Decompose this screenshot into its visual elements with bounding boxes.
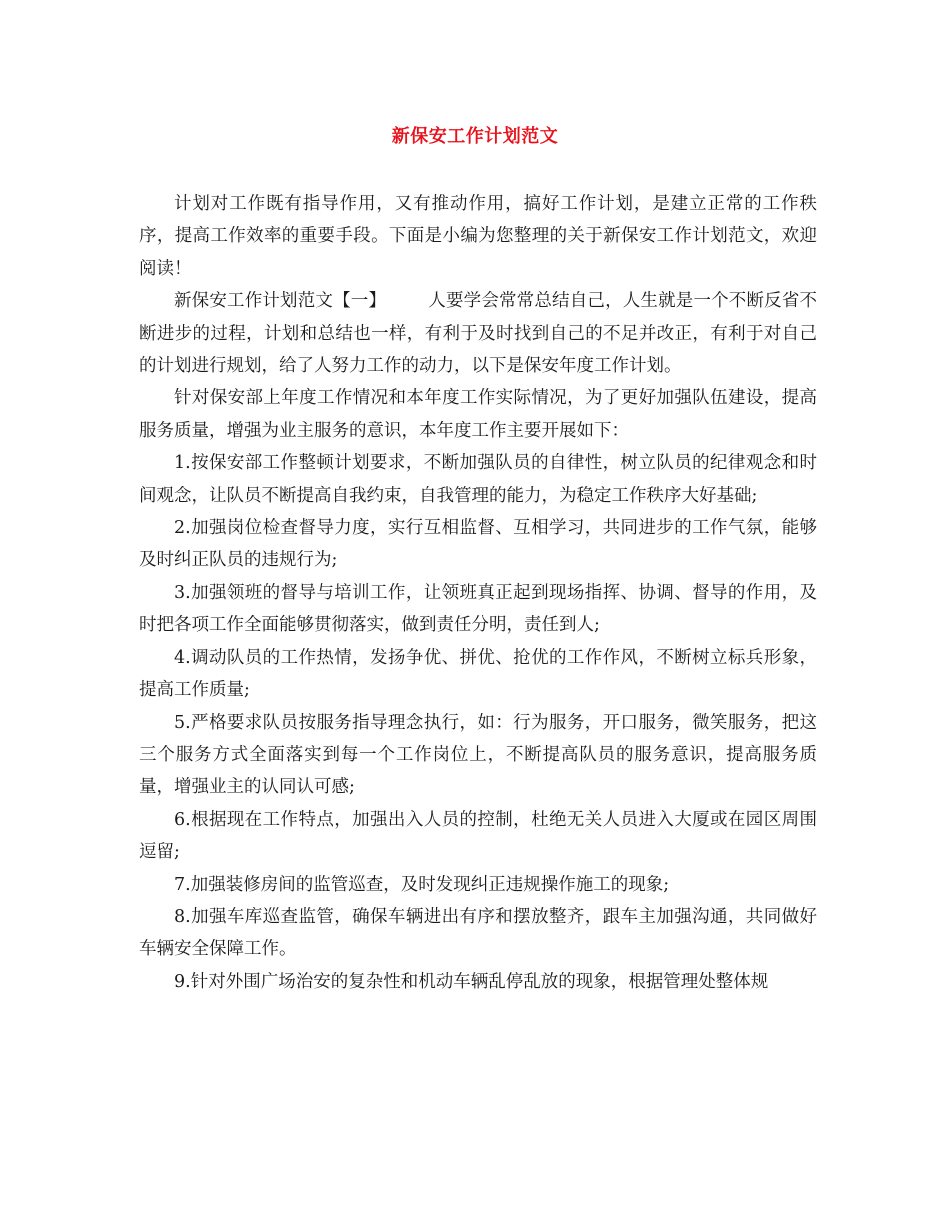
list-item-5: 5.严格要求队员按服务指导理念执行，如：行为服务，开口服务，微笑服务，把这三个服务方式全面落实到每一个工作岗位上，不断提高队员的服务意识，提高服务质量，增强业主的认同认可感; — [139, 712, 817, 798]
paragraph-intro: 计划对工作既有指导作用，又有推动作用，搞好工作计划，是建立正常的工作秩序，提高工作效率的重要手段。下面是小编为您整理的关于新保安工作计划范文，欢迎阅读！ — [139, 194, 817, 279]
list-item-1: 1.按保安部工作整顿计划要求，不断加强队员的自律性，树立队员的纪律观念和时间观念，让队员不断提高自我约束，自我管理的能力，为稳定工作秩序大好基础; — [139, 453, 817, 506]
section-text: 人要学会常常总结自己，人生就是一个不断反省不断进步的过程，计划和总结也一样，有利于及时找到自己的不足并改正，有利于对自己的计划进行规划，给了人努力工作的动力，以下是保安年度工作计划。 — [139, 291, 818, 377]
section-heading: 新保安工作计划范文【一】 — [174, 291, 387, 312]
list-item-3: 3.加强领班的督导与培训工作，让领班真正起到现场指挥、协调、督导的作用，及时把各项工作全面能够贯彻落实，做到责任分明，责任到人; — [139, 582, 817, 636]
list-item-8: 8.加强车库巡查监管，确保车辆进出有序和摆放整齐，跟车主加强沟通，共同做好车辆安全保障工作。 — [139, 906, 817, 960]
list-item-9: 9.针对外围广场治安的复杂性和机动车辆乱停乱放的现象，根据管理处整体规 — [174, 971, 769, 992]
paragraph-overview: 针对保安部上年度工作情况和本年度工作实际情况，为了更好加强队伍建设，提高服务质量，增强为业主服务的意识，本年度工作主要开展如下： — [139, 388, 817, 441]
paragraph-section-one — [139, 285, 817, 382]
list-item-7: 7.加强装修房间的监管巡查，及时发现纠正违规操作施工的现象; — [174, 874, 670, 895]
list-item-2: 2.加强岗位检查督导力度，实行互相监督、互相学习，共同进步的工作气氛，能够及时纠正队员的违规行为; — [139, 518, 817, 571]
document-body — [139, 188, 817, 998]
document-title: 新保安工作计划范文 — [391, 126, 559, 147]
list-item-6: 6.根据现在工作特点，加强出入人员的控制，杜绝无关人员进入大厦或在园区周围逗留; — [139, 809, 817, 863]
list-item-4: 4.调动队员的工作热情，发扬争优、拼优、抢优的工作作风，不断树立标兵形象，提高工作质量; — [139, 647, 817, 701]
